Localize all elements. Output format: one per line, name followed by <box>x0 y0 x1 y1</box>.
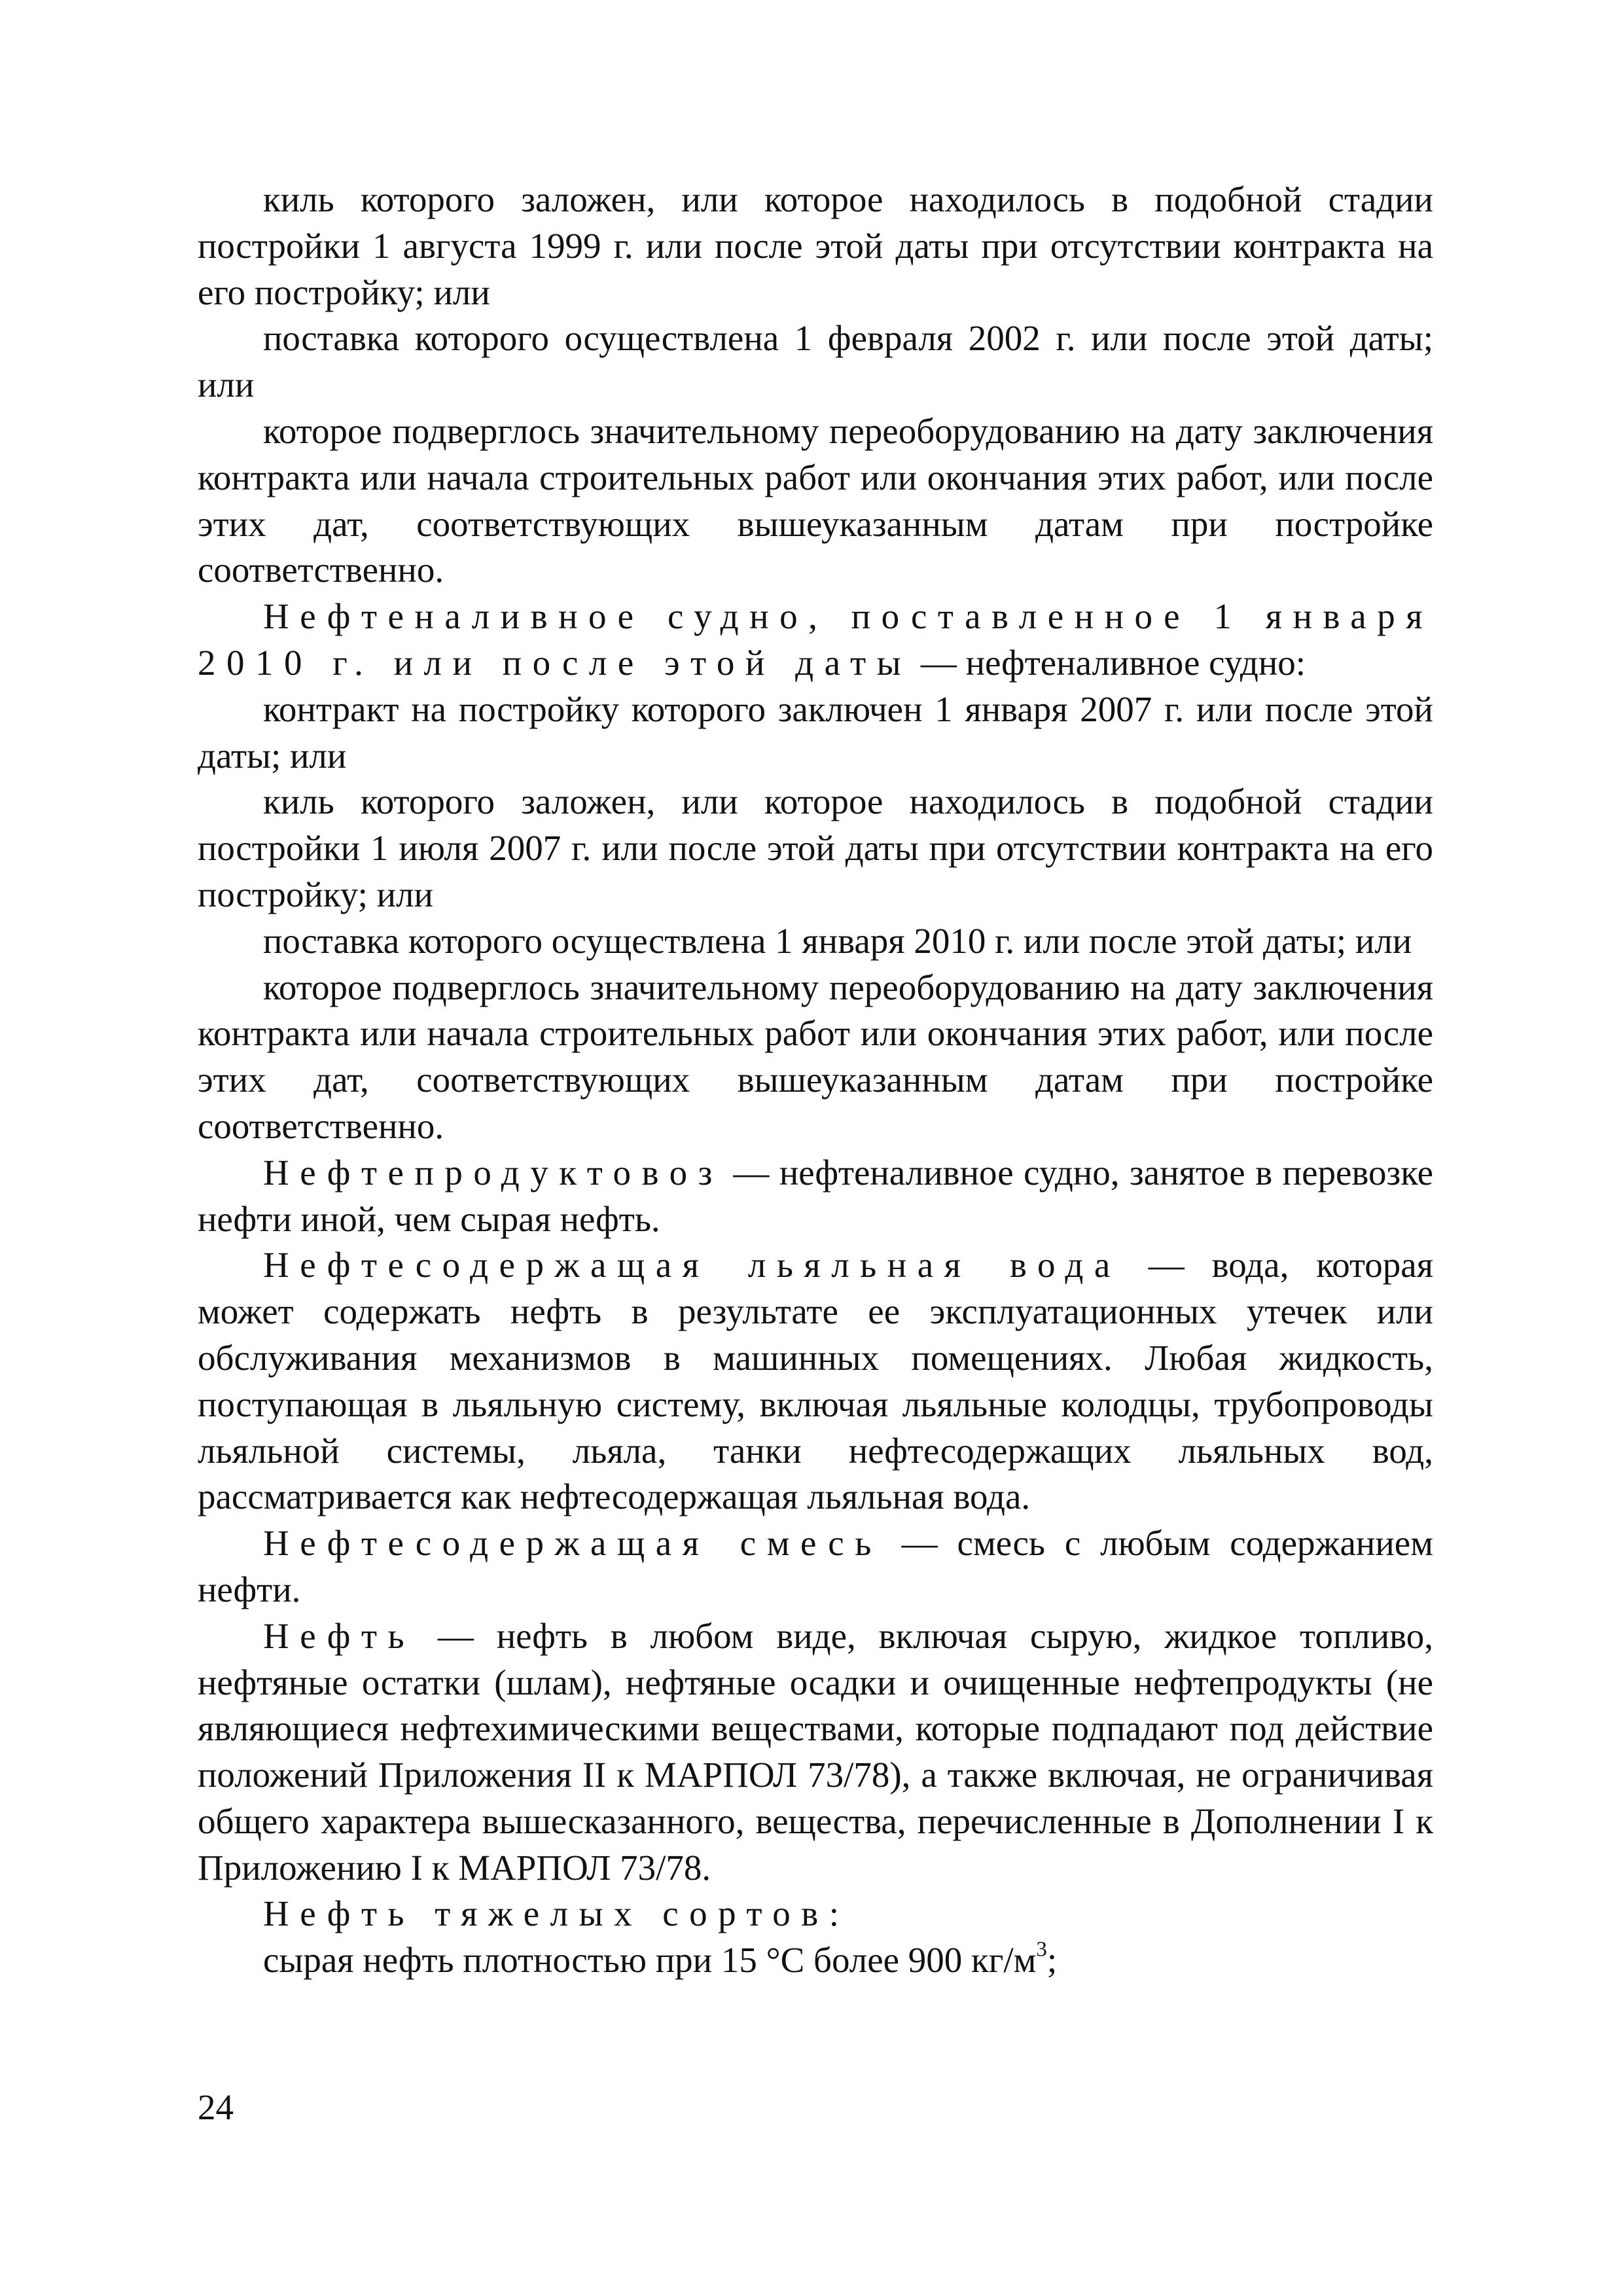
paragraph <box>198 687 1433 780</box>
definition-paragraph <box>198 1891 1433 1937</box>
paragraph <box>198 408 1433 594</box>
definition-paragraph <box>198 1520 1433 1613</box>
paragraph-text: поставка которого осуществлена 1 января 2010 г. или после этой даты; или <box>263 920 1412 961</box>
definition-paragraph <box>198 1242 1433 1520</box>
definition-paragraph <box>198 1613 1433 1892</box>
page-number: 24 <box>198 2087 234 2127</box>
paragraph <box>198 1937 1433 1984</box>
paragraph-text: киль которого заложен, или которое находилось в подобной стадии постройки 1 августа 1999 г. или после этой даты при отсутствии контракта на его постройку; или <box>198 179 1433 312</box>
defined-term: Нефть <box>263 1615 416 1656</box>
definition-paragraph <box>198 1150 1433 1243</box>
definition-paragraph <box>198 594 1433 687</box>
defined-term: Нефтеналивное судно, поставленное 1 января 2010 г. или после этой даты <box>198 596 1433 683</box>
paragraph <box>198 918 1433 965</box>
paragraph-text: поставка которого осуществлена 1 февраля 2002 г. или после этой даты; или <box>198 318 1433 405</box>
definition-text: — вода, которая может содержать нефть в результате ее эксплуатационных утечек или обслуживания механизмов в машинных помещениях. Любая жидкость, поступающая в льяльную систему, включая льяльные колодцы, трубопроводы льяльной системы, льяла, танки нефтесодержащих льяльных вод, рассматривается как нефтесодержащая льяльная вода. <box>198 1245 1433 1517</box>
paragraph <box>198 315 1433 408</box>
superscript: 3 <box>1036 1937 1047 1962</box>
paragraph <box>198 965 1433 1150</box>
paragraph-tail: ; <box>1046 1940 1058 1981</box>
definition-text: — смесь с любым содержанием нефти. <box>198 1523 1433 1609</box>
paragraph-text: киль которого заложен, или которое находилось в подобной стадии постройки 1 июля 2007 г. или после этой даты при отсутствии контракта на его постройку; или <box>198 781 1433 914</box>
defined-term: Нефть тяжелых сортов: <box>263 1893 850 1934</box>
paragraph-text: которое подверглось значительному переоборудованию на дату заключения контракта или начала строительных работ или окончания этих работ, или после этих дат, соответствующих вышеуказанным датам при постройке соответственно. <box>198 967 1433 1146</box>
definition-text: — нефтеналивное судно, занятое в перевозке нефти иной, чем сырая нефть. <box>198 1152 1433 1239</box>
paragraph-text: контракт на постройку которого заключен 1 января 2007 г. или после этой даты; или <box>198 689 1433 776</box>
definition-text: — нефть в любом виде, включая сырую, жидкое топливо, нефтяные остатки (шлам), нефтяные осадки и очищенные нефтепродукты (не являющиеся нефтехимическими веществами, которые подпадают под действие положений Приложения II к МАРПОЛ 73/78), а также включая, не ограничивая общего характера вышесказанного, вещества, перечисленные в Дополнении I к Приложению I к МАРПОЛ 73/78. <box>198 1615 1433 1888</box>
document-body <box>198 177 1433 1984</box>
paragraph-text: сырая нефть плотностью при 15 °С более 900 кг/м <box>263 1940 1037 1981</box>
defined-term: Нефтепродуктовоз <box>263 1152 723 1193</box>
definition-text: — нефтеналивное судно: <box>912 642 1306 683</box>
paragraph <box>198 177 1433 315</box>
defined-term: Нефтесодержащая льяльная вода <box>263 1245 1121 1285</box>
paragraph-text: которое подверглось значительному переоборудованию на дату заключения контракта или начала строительных работ или окончания этих работ, или после этих дат, соответствующих вышеуказанным датам при постройке соответственно. <box>198 410 1433 590</box>
defined-term: Нефтесодержащая смесь <box>263 1523 882 1564</box>
paragraph <box>198 779 1433 918</box>
